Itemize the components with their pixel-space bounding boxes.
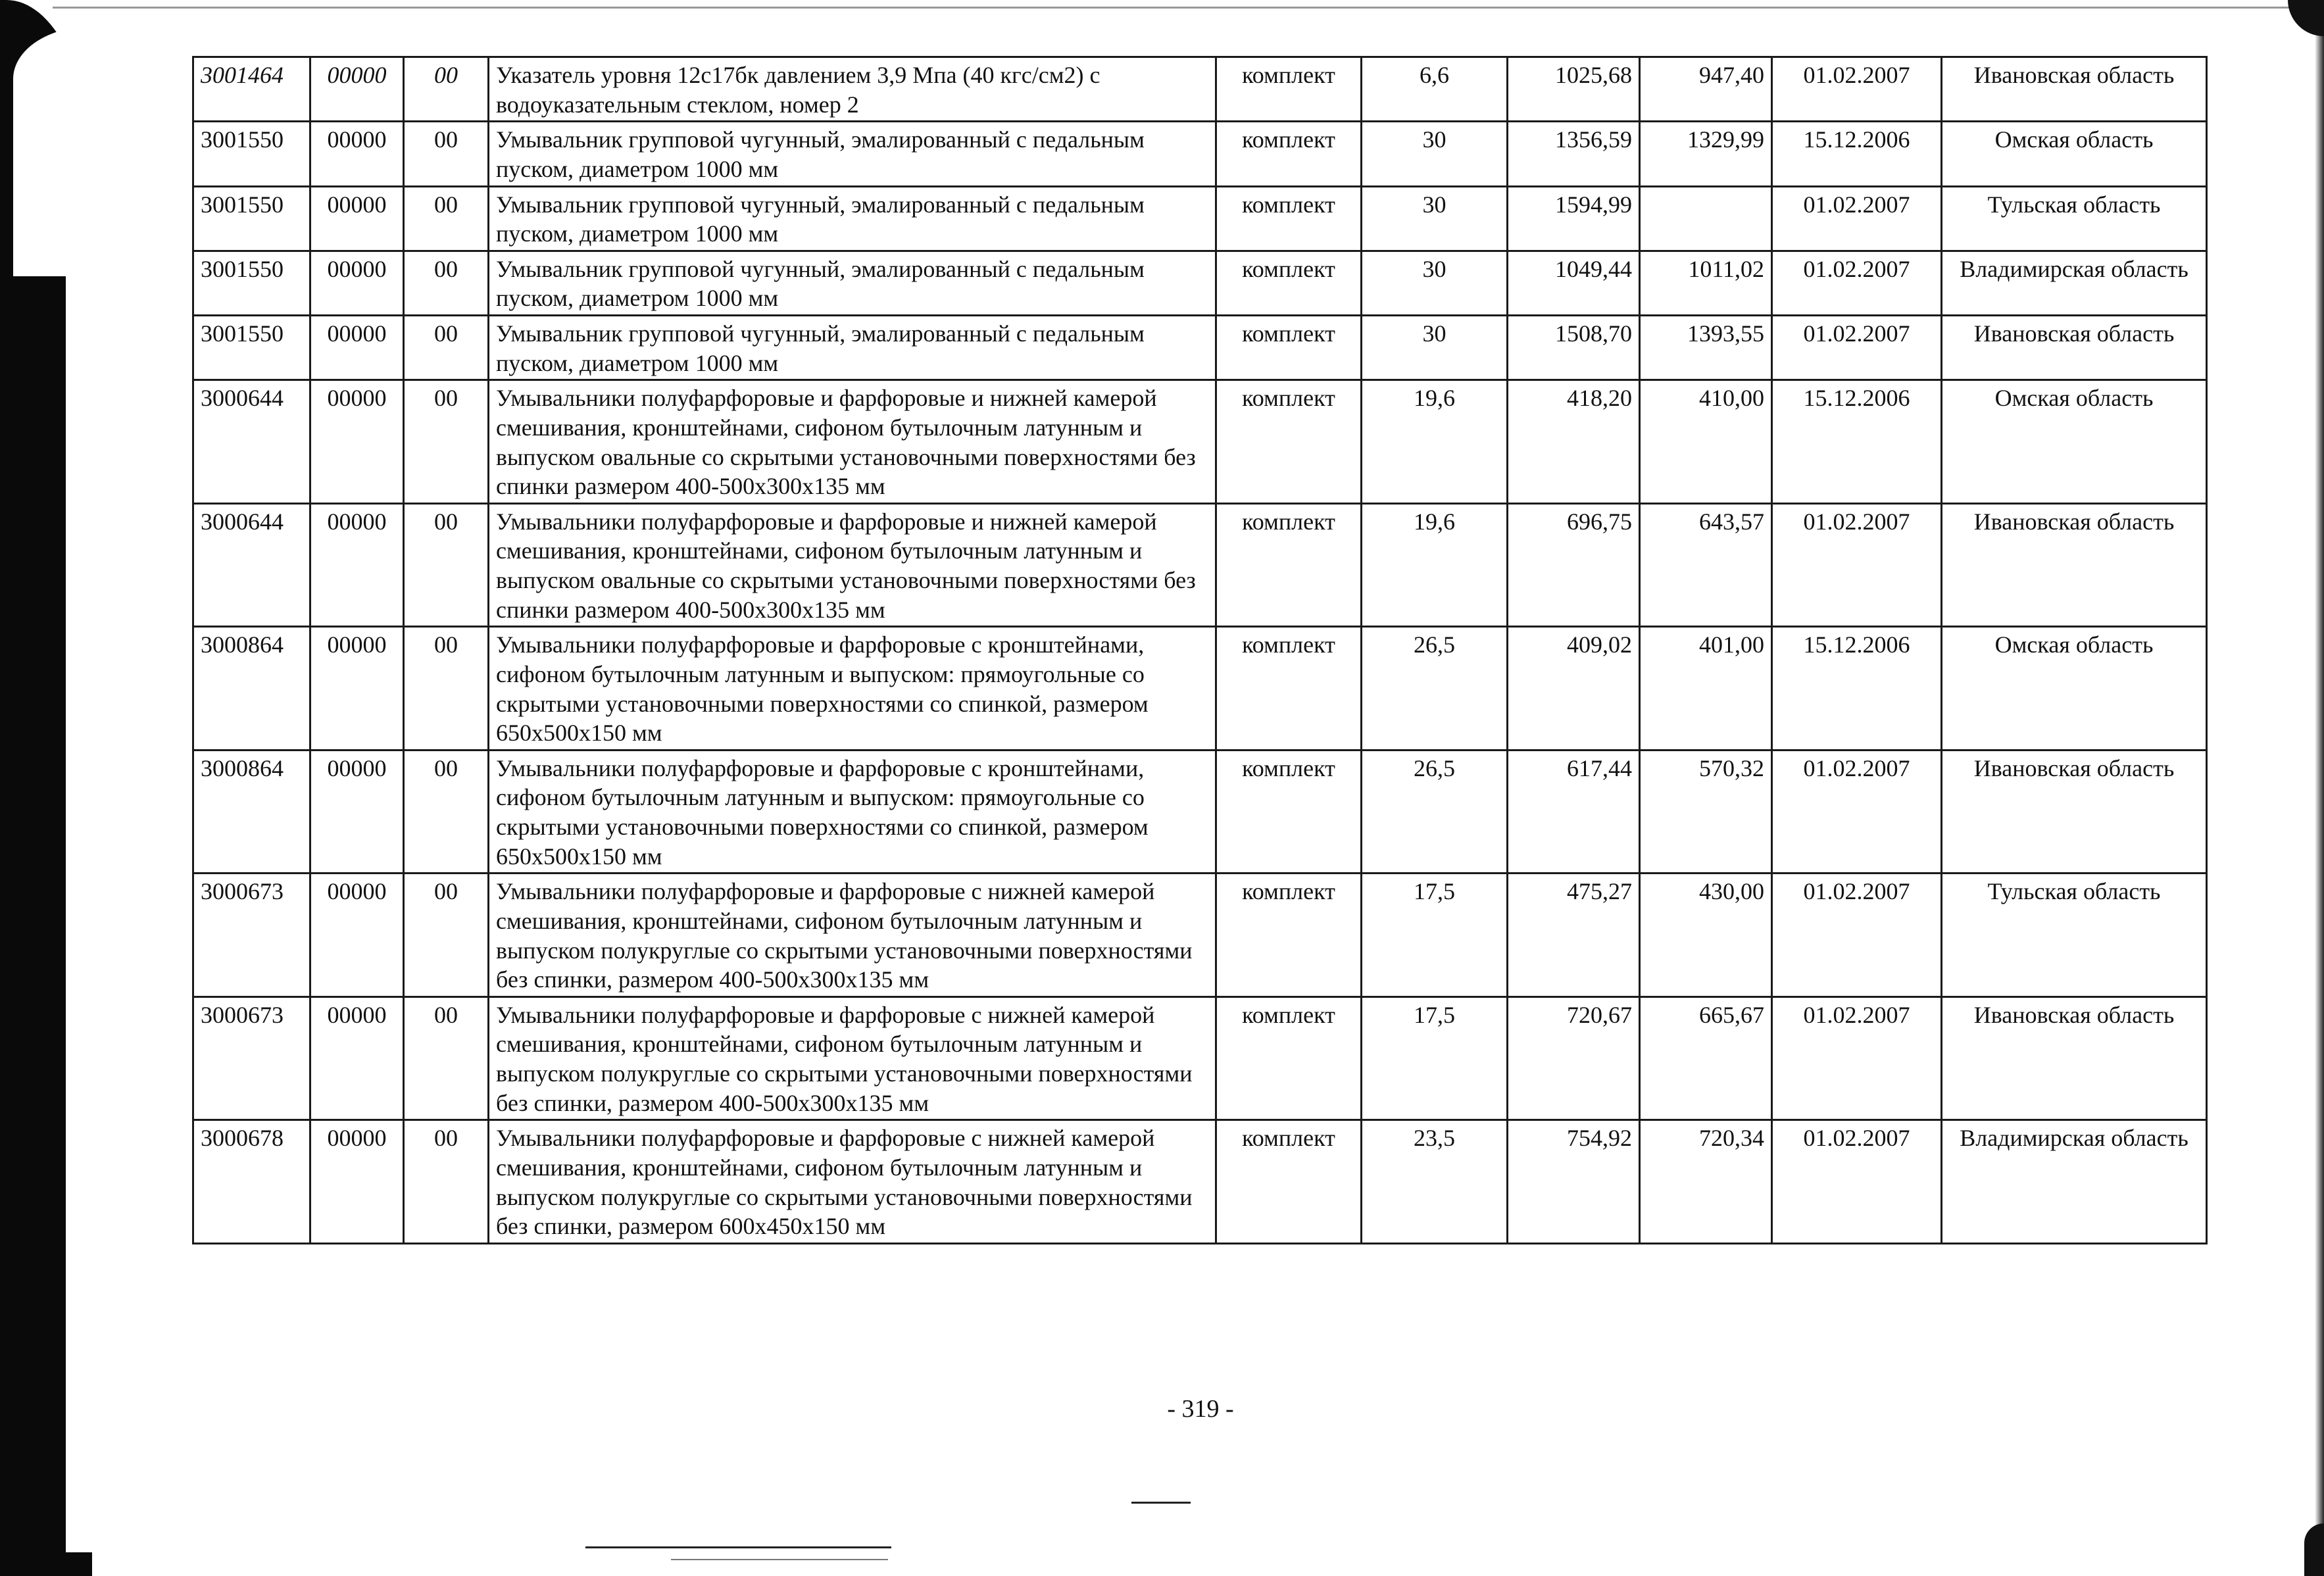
cell-subcode-2: 00 xyxy=(404,503,489,627)
cell-subcode-2: 00 xyxy=(404,316,489,380)
cell-date: 01.02.2007 xyxy=(1772,186,1942,251)
cell-price-2: 947,40 xyxy=(1640,57,1772,122)
cell-subcode: 00000 xyxy=(310,186,404,251)
cell-subcode: 00000 xyxy=(310,503,404,627)
cell-region: Ивановская область xyxy=(1942,997,2207,1120)
cell-price-2: 401,00 xyxy=(1640,627,1772,751)
table-row xyxy=(193,503,2207,627)
cell-description: Умывальники полуфарфоровые и фарфоровые с нижней камерой смешивания, кронштейнами, сифоном бутылочным латунным и выпуском полукруглые со скрытыми установочными поверхностями без спинки, размером 600x450x150 мм xyxy=(489,1120,1216,1244)
cell-region: Омская область xyxy=(1942,122,2207,186)
scan-border-right xyxy=(2315,0,2324,1576)
table-body xyxy=(193,57,2207,1244)
cell-subcode: 00000 xyxy=(310,380,404,504)
table-row xyxy=(193,57,2207,122)
scan-corner-top-right xyxy=(2288,0,2324,36)
cell-weight: 26,5 xyxy=(1362,627,1508,751)
table-row xyxy=(193,997,2207,1120)
cell-price-2: 1329,99 xyxy=(1640,122,1772,186)
cell-region: Ивановская область xyxy=(1942,57,2207,122)
table-row xyxy=(193,627,2207,751)
cell-price-2: 410,00 xyxy=(1640,380,1772,504)
cell-region: Ивановская область xyxy=(1942,750,2207,874)
cell-code: 3001550 xyxy=(193,251,310,315)
cell-price-1: 1508,70 xyxy=(1508,316,1640,380)
scan-corner-bottom-right xyxy=(2304,1523,2324,1576)
table-row xyxy=(193,874,2207,997)
cell-date: 01.02.2007 xyxy=(1772,503,1942,627)
cell-date: 01.02.2007 xyxy=(1772,57,1942,122)
cell-subcode: 00000 xyxy=(310,627,404,751)
cell-price-1: 696,75 xyxy=(1508,503,1640,627)
cell-unit: комплект xyxy=(1216,380,1362,504)
cell-subcode-2: 00 xyxy=(404,997,489,1120)
cell-code: 3001550 xyxy=(193,316,310,380)
cell-date: 15.12.2006 xyxy=(1772,122,1942,186)
cell-region: Тульская область xyxy=(1942,186,2207,251)
cell-weight: 19,6 xyxy=(1362,503,1508,627)
cell-unit: комплект xyxy=(1216,251,1362,315)
cell-unit: комплект xyxy=(1216,750,1362,874)
cell-code: 3000673 xyxy=(193,874,310,997)
page-number: - 319 - xyxy=(1167,1395,1234,1423)
cell-price-2: 1011,02 xyxy=(1640,251,1772,315)
cell-subcode: 00000 xyxy=(310,251,404,315)
cell-region: Ивановская область xyxy=(1942,503,2207,627)
cell-unit: комплект xyxy=(1216,874,1362,997)
cell-date: 01.02.2007 xyxy=(1772,750,1942,874)
cell-price-2: 570,32 xyxy=(1640,750,1772,874)
table-row xyxy=(193,316,2207,380)
cell-region: Ивановская область xyxy=(1942,316,2207,380)
cell-weight: 17,5 xyxy=(1362,997,1508,1120)
cell-code: 3001550 xyxy=(193,186,310,251)
cell-weight: 30 xyxy=(1362,122,1508,186)
cell-unit: комплект xyxy=(1216,1120,1362,1244)
cell-code: 3000644 xyxy=(193,380,310,504)
cell-subcode-2: 00 xyxy=(404,627,489,751)
cell-code: 3001464 xyxy=(193,57,310,122)
cell-region: Тульская область xyxy=(1942,874,2207,997)
table-row xyxy=(193,186,2207,251)
cell-region: Омская область xyxy=(1942,627,2207,751)
cell-subcode: 00000 xyxy=(310,997,404,1120)
cell-price-2: 665,67 xyxy=(1640,997,1772,1120)
cell-price-2: 720,34 xyxy=(1640,1120,1772,1244)
cell-weight: 19,6 xyxy=(1362,380,1508,504)
price-table xyxy=(192,56,2208,1244)
cell-subcode-2: 00 xyxy=(404,380,489,504)
cell-price-1: 1594,99 xyxy=(1508,186,1640,251)
cell-region: Владимирская область xyxy=(1942,251,2207,315)
table-row xyxy=(193,251,2207,315)
scan-mark xyxy=(671,1559,888,1560)
cell-date: 01.02.2007 xyxy=(1772,251,1942,315)
cell-subcode: 00000 xyxy=(310,874,404,997)
cell-code: 3000864 xyxy=(193,750,310,874)
cell-unit: комплект xyxy=(1216,503,1362,627)
cell-unit: комплект xyxy=(1216,122,1362,186)
cell-date: 01.02.2007 xyxy=(1772,874,1942,997)
cell-price-1: 418,20 xyxy=(1508,380,1640,504)
cell-description: Умывальник групповой чугунный, эмалированный с педальным пуском, диаметром 1000 мм xyxy=(489,316,1216,380)
cell-subcode: 00000 xyxy=(310,316,404,380)
cell-subcode-2: 00 xyxy=(404,122,489,186)
table-row xyxy=(193,750,2207,874)
cell-price-1: 720,67 xyxy=(1508,997,1640,1120)
cell-code: 3000673 xyxy=(193,997,310,1120)
cell-date: 15.12.2006 xyxy=(1772,380,1942,504)
cell-subcode: 00000 xyxy=(310,122,404,186)
cell-subcode-2: 00 xyxy=(404,1120,489,1244)
table-row xyxy=(193,380,2207,504)
cell-price-2: 643,57 xyxy=(1640,503,1772,627)
cell-price-2 xyxy=(1640,186,1772,251)
cell-subcode: 00000 xyxy=(310,750,404,874)
cell-subcode-2: 00 xyxy=(404,251,489,315)
cell-price-1: 1025,68 xyxy=(1508,57,1640,122)
cell-description: Умывальники полуфарфоровые и фарфоровые с кронштейнами, сифоном бутылочным латунным и выпуском: прямоугольные со скрытыми установочными поверхностями со спинкой, размером 650x500x150 мм xyxy=(489,750,1216,874)
cell-unit: комплект xyxy=(1216,316,1362,380)
cell-description: Умывальники полуфарфоровые и фарфоровые с нижней камерой смешивания, кронштейнами, сифоном бутылочным латунным и выпуском полукруглые со скрытыми установочными поверхностями без спинки, размером 400-500x300x135 мм xyxy=(489,874,1216,997)
cell-description: Умывальники полуфарфоровые и фарфоровые с нижней камерой смешивания, кронштейнами, сифоном бутылочным латунным и выпуском полукруглые со скрытыми установочными поверхностями без спинки, размером 400-500x300x135 мм xyxy=(489,997,1216,1120)
cell-subcode-2: 00 xyxy=(404,750,489,874)
cell-price-1: 409,02 xyxy=(1508,627,1640,751)
cell-weight: 30 xyxy=(1362,186,1508,251)
cell-date: 01.02.2007 xyxy=(1772,316,1942,380)
cell-subcode-2: 00 xyxy=(404,57,489,122)
table-row xyxy=(193,1120,2207,1244)
cell-price-1: 475,27 xyxy=(1508,874,1640,997)
cell-description: Умывальник групповой чугунный, эмалированный с педальным пуском, диаметром 1000 мм xyxy=(489,186,1216,251)
cell-date: 01.02.2007 xyxy=(1772,1120,1942,1244)
cell-region: Омская область xyxy=(1942,380,2207,504)
cell-price-1: 754,92 xyxy=(1508,1120,1640,1244)
cell-date: 01.02.2007 xyxy=(1772,997,1942,1120)
cell-weight: 30 xyxy=(1362,251,1508,315)
cell-subcode: 00000 xyxy=(310,57,404,122)
cell-price-1: 1356,59 xyxy=(1508,122,1640,186)
cell-description: Умывальники полуфарфоровые и фарфоровые с кронштейнами, сифоном бутылочным латунным и выпуском: прямоугольные со скрытыми установочными поверхностями со спинкой, размером 650x500x150 мм xyxy=(489,627,1216,751)
cell-description: Указатель уровня 12с17бк давлением 3,9 Мпа (40 кгс/см2) с водоуказательным стеклом, номер 2 xyxy=(489,57,1216,122)
cell-subcode-2: 00 xyxy=(404,874,489,997)
cell-subcode-2: 00 xyxy=(404,186,489,251)
cell-code: 3000864 xyxy=(193,627,310,751)
cell-unit: комплект xyxy=(1216,997,1362,1120)
cell-unit: комплект xyxy=(1216,627,1362,751)
scan-top-line xyxy=(53,7,2302,9)
cell-subcode: 00000 xyxy=(310,1120,404,1244)
cell-description: Умывальник групповой чугунный, эмалированный с педальным пуском, диаметром 1000 мм xyxy=(489,122,1216,186)
cell-date: 15.12.2006 xyxy=(1772,627,1942,751)
cell-price-2: 430,00 xyxy=(1640,874,1772,997)
cell-price-1: 1049,44 xyxy=(1508,251,1640,315)
cell-weight: 17,5 xyxy=(1362,874,1508,997)
cell-description: Умывальники полуфарфоровые и фарфоровые и нижней камерой смешивания, кронштейнами, сифоном бутылочным латунным и выпуском овальные со скрытыми установочными поверхностями без спинки размером 400-500x300x135 мм xyxy=(489,503,1216,627)
cell-unit: комплект xyxy=(1216,57,1362,122)
cell-description: Умывальники полуфарфоровые и фарфоровые и нижней камерой смешивания, кронштейнами, сифоном бутылочным латунным и выпуском овальные со скрытыми установочными поверхностями без спинки размером 400-500x300x135 мм xyxy=(489,380,1216,504)
cell-region: Владимирская область xyxy=(1942,1120,2207,1244)
cell-weight: 26,5 xyxy=(1362,750,1508,874)
cell-weight: 23,5 xyxy=(1362,1120,1508,1244)
cell-code: 3000644 xyxy=(193,503,310,627)
cell-price-2: 1393,55 xyxy=(1640,316,1772,380)
table-row xyxy=(193,122,2207,186)
cell-weight: 6,6 xyxy=(1362,57,1508,122)
cell-unit: комплект xyxy=(1216,186,1362,251)
cell-weight: 30 xyxy=(1362,316,1508,380)
cell-code: 3000678 xyxy=(193,1120,310,1244)
cell-code: 3001550 xyxy=(193,122,310,186)
cell-description: Умывальник групповой чугунный, эмалированный с педальным пуском, диаметром 1000 мм xyxy=(489,251,1216,315)
cell-price-1: 617,44 xyxy=(1508,750,1640,874)
scan-mark xyxy=(585,1546,891,1548)
scan-mark xyxy=(1131,1502,1191,1504)
scan-border-left-bar xyxy=(0,276,66,1576)
